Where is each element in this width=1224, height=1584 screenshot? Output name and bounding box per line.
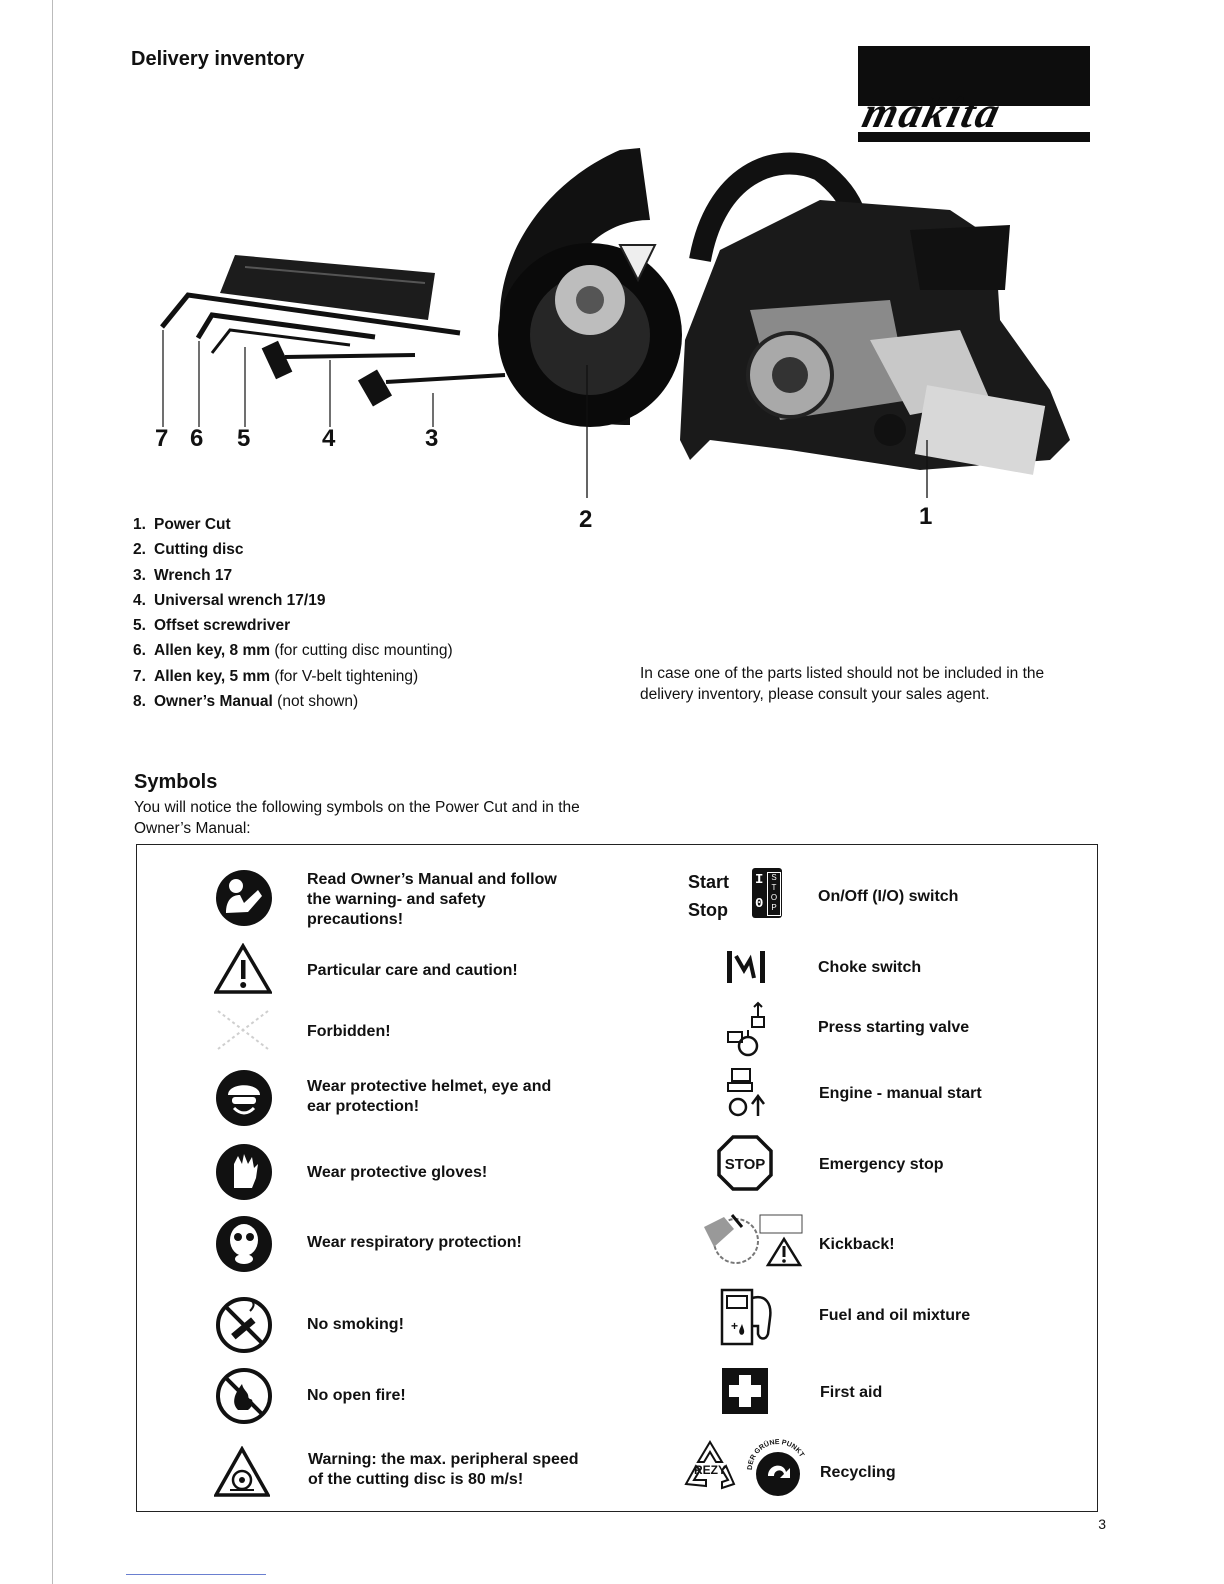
manual-start-icon [726, 1066, 770, 1120]
stop-label: Stop [688, 900, 728, 920]
svg-text:STOP: STOP [724, 1156, 766, 1173]
makita-logo [858, 46, 1090, 142]
list-item: 3. Wrench 17 [133, 566, 233, 584]
start-stop-labels [688, 868, 729, 924]
respirator-icon [214, 1214, 274, 1274]
inventory-note: In case one of the parts listed should not be included in the delivery inventory, please consult your sales agent. [640, 665, 1045, 703]
first-aid-icon [720, 1366, 770, 1416]
callout-1: 1 [919, 503, 933, 530]
list-item: 8. Owner’s Manual (not shown) [133, 693, 359, 711]
symbols-intro: You will notice the following symbols on the Power Cut and in the Owner’s Manual: [134, 799, 580, 837]
callout-3: 3 [425, 425, 439, 452]
symbol-label: Engine - manual start [819, 1085, 982, 1102]
symbols-table [136, 844, 1098, 1512]
on-off-switch-icon: I 0 S T O P [752, 868, 782, 918]
list-item: 7. Allen key, 5 mm (for V-belt tightening) [133, 667, 419, 685]
svg-text:DER GRÜNE PUNKT: DER GRÜNE PUNKT [746, 1438, 806, 1471]
kickback-icon [694, 1207, 806, 1269]
symbol-label: Press starting valve [818, 1019, 970, 1036]
helmet-protection-icon [214, 1068, 274, 1128]
symbol-label: Kickback! [819, 1236, 895, 1253]
no-open-fire-icon [214, 1366, 274, 1426]
recycling-icon [678, 1436, 742, 1496]
no-smoking-icon [214, 1295, 274, 1355]
symbol-label: Particular care and caution! [307, 962, 518, 979]
svg-text:REZY: REZY [693, 1463, 727, 1477]
callout-2: 2 [579, 506, 593, 533]
fuel-pump-icon [718, 1284, 776, 1348]
tools-illustration [150, 235, 520, 435]
margin-rule [52, 0, 53, 1584]
callout-5: 5 [237, 425, 251, 452]
symbol-label: Wear protective gloves! [307, 1164, 488, 1181]
list-item: 2. Cutting disc [133, 541, 244, 559]
parts-list [133, 512, 453, 714]
page-number: 3 [1098, 1516, 1106, 1532]
symbol-label: On/Off (I/O) switch [818, 888, 959, 905]
gruener-punkt-icon [744, 1436, 812, 1500]
symbol-label: Choke switch [818, 959, 922, 976]
callout-4: 4 [322, 425, 336, 452]
symbol-label: Warning: the max. peripheral speed of the cutting disc is 80 m/s! [308, 1451, 579, 1488]
bottom-rule [126, 1574, 266, 1575]
symbols-heading: Symbols [134, 771, 218, 793]
symbol-label: Wear respiratory protection! [307, 1234, 522, 1251]
disc-speed-warning-icon [214, 1446, 270, 1498]
list-item: 1. Power Cut [133, 516, 231, 533]
forbidden-icon [212, 1005, 274, 1055]
list-item: 6. Allen key, 8 mm (for cutting disc mounting) [133, 642, 453, 660]
symbol-label: Read Owner’s Manual and follow the warning- and safety precautions! [307, 871, 557, 928]
symbol-label: First aid [820, 1384, 883, 1401]
choke-icon [724, 948, 768, 986]
symbol-label: No open fire! [307, 1387, 406, 1404]
starting-valve-icon [722, 1000, 770, 1060]
list-item: 5. Offset screwdriver [133, 617, 291, 635]
list-item: 4. Universal wrench 17/19 [133, 591, 326, 609]
stop-sign-icon [716, 1134, 774, 1192]
gloves-icon [214, 1142, 274, 1202]
svg-text:+: + [731, 1319, 739, 1333]
start-label: Start [688, 872, 730, 892]
symbol-label: Emergency stop [819, 1156, 944, 1173]
delivery-heading: Delivery inventory [131, 48, 305, 70]
warning-triangle-icon [214, 943, 272, 995]
power-cutter-illustration [490, 140, 1090, 510]
symbol-label: Wear protective helmet, eye and ear protection! [307, 1078, 552, 1115]
symbol-label: Recycling [820, 1464, 896, 1481]
callout-6: 6 [190, 425, 204, 452]
symbol-label: Fuel and oil mixture [819, 1307, 971, 1324]
logo-text: makita [857, 88, 1007, 137]
symbol-label: No smoking! [307, 1316, 404, 1333]
callout-7: 7 [155, 425, 169, 452]
read-manual-icon [214, 868, 274, 928]
symbol-label: Forbidden! [307, 1023, 391, 1040]
